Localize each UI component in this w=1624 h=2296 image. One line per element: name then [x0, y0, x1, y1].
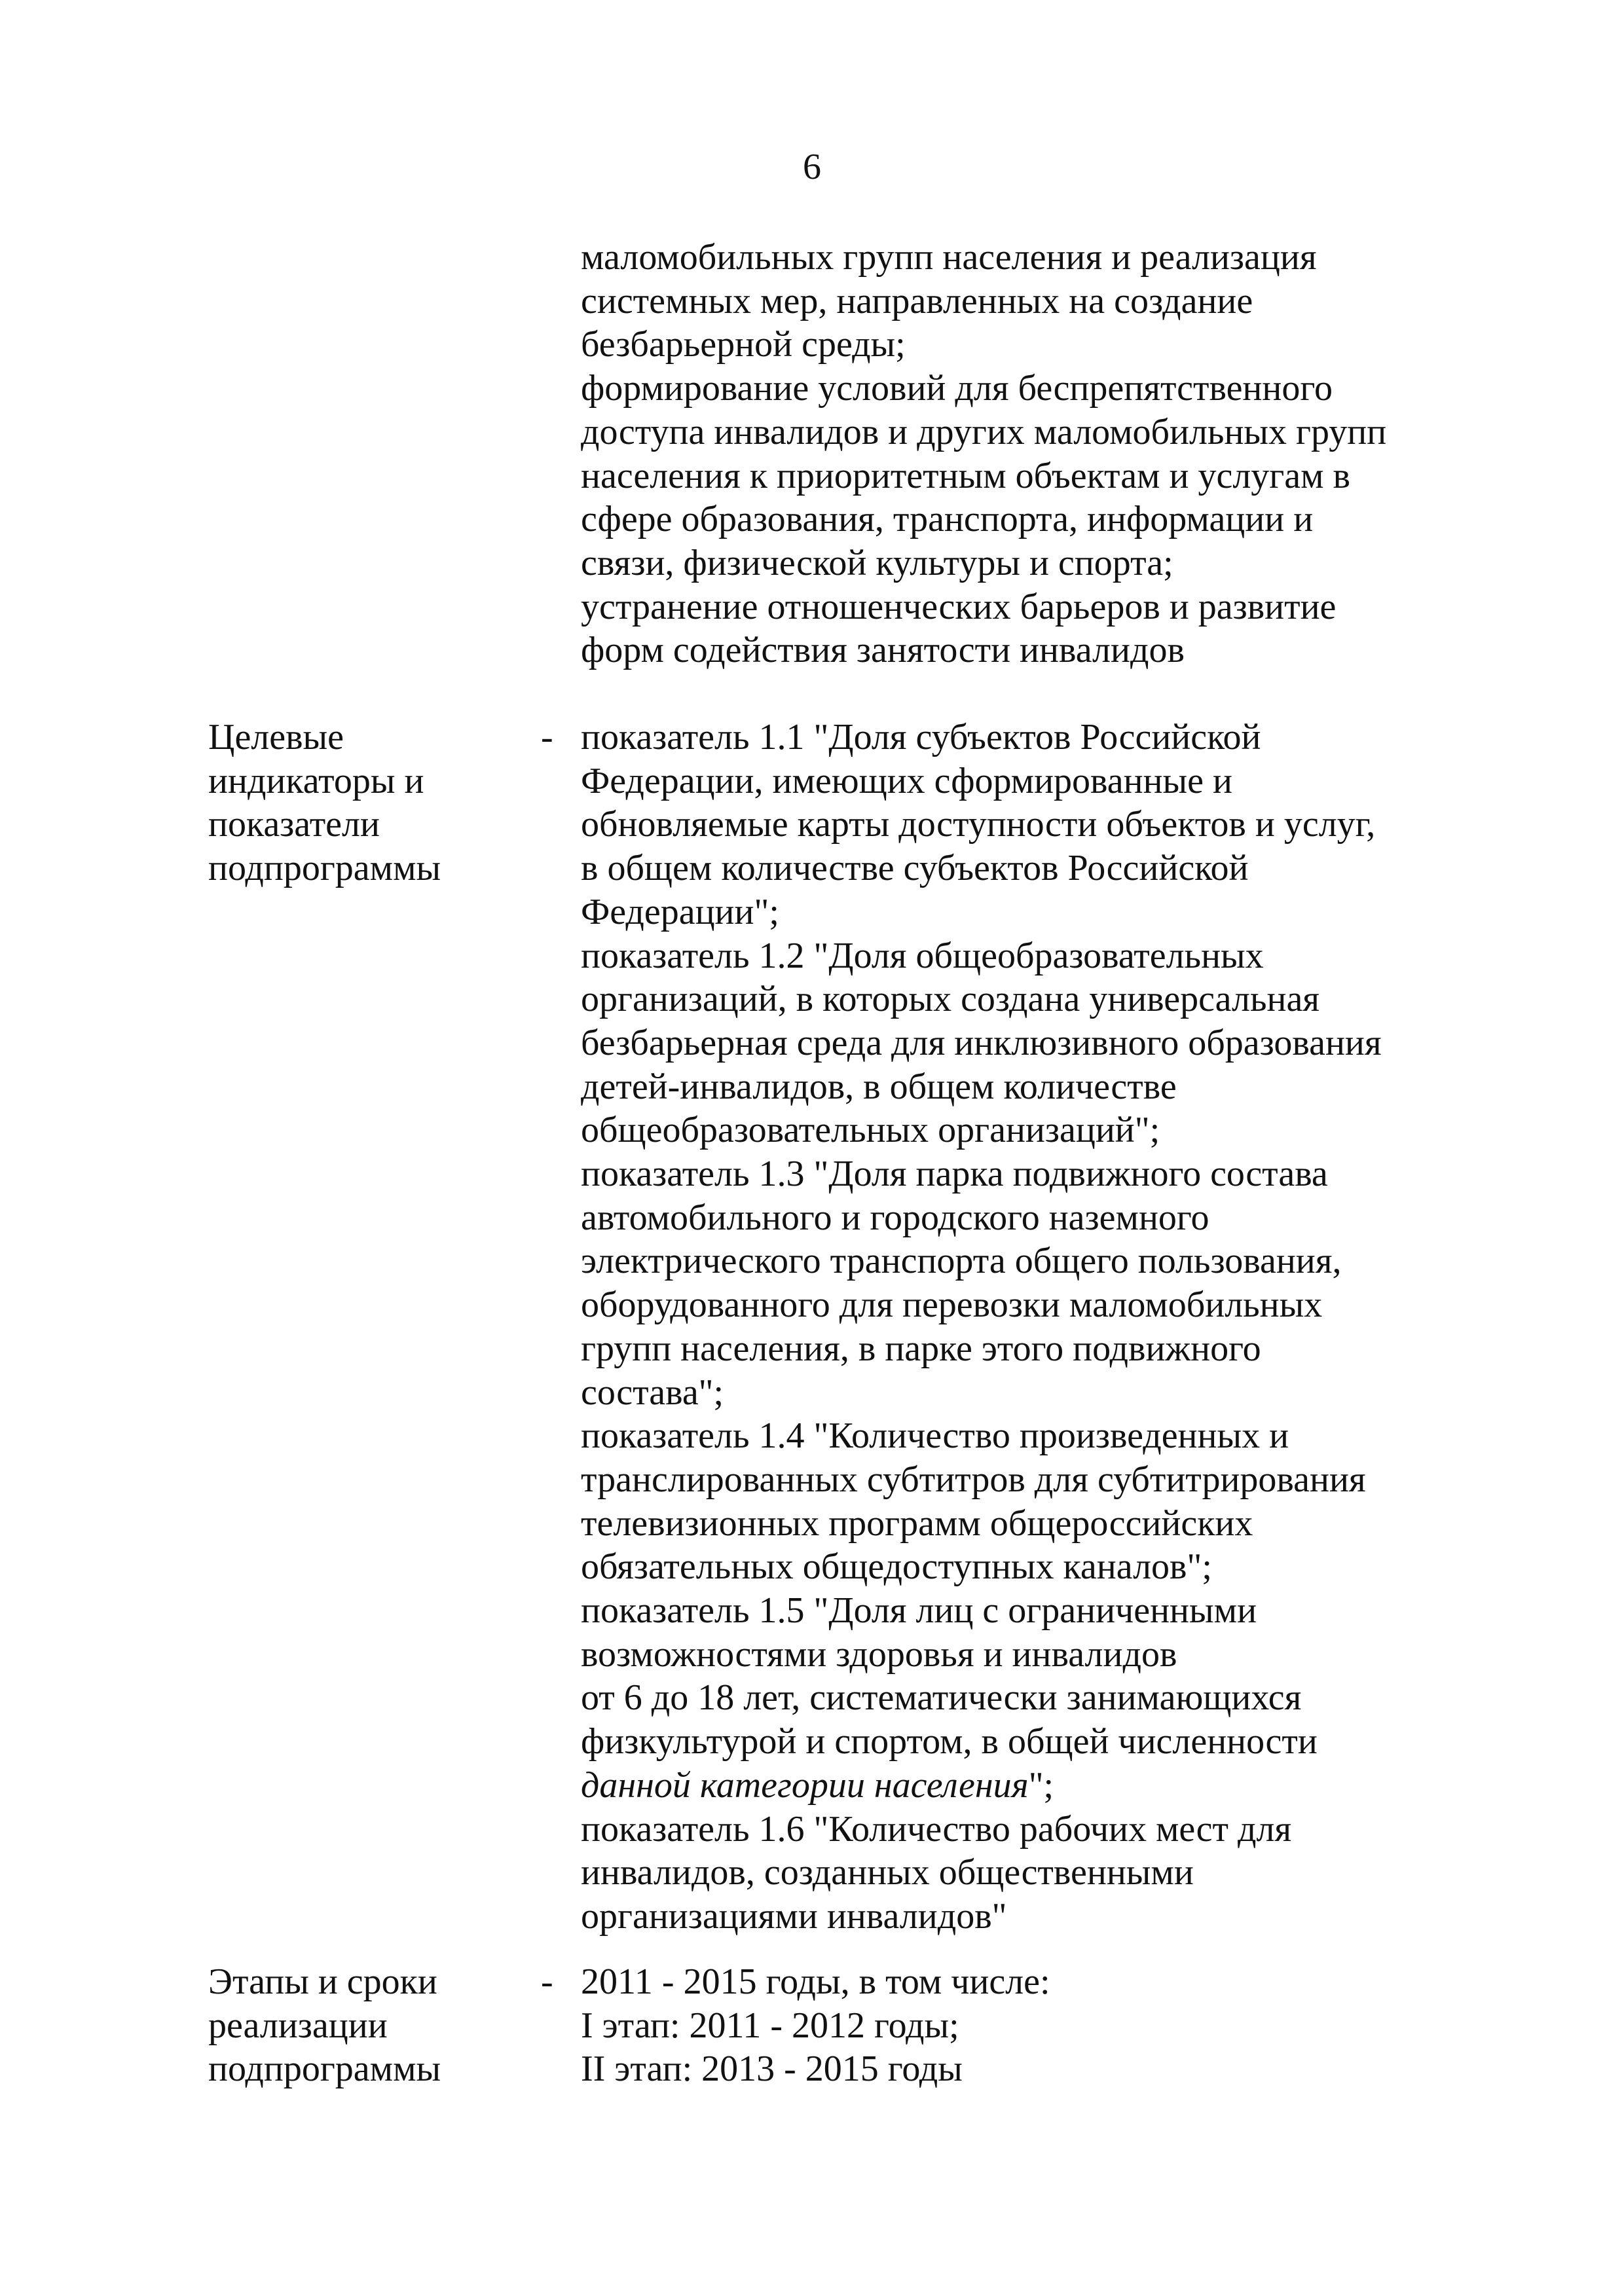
separator-dash: -: [541, 1961, 553, 2002]
text-line: системных мер, направленных на создание: [581, 280, 1253, 321]
label-line: Целевые: [208, 717, 344, 757]
text-line: состава";: [581, 1372, 724, 1413]
text-line: возможностями здоровья и инвалидов: [581, 1633, 1177, 1675]
text-line: I этап: 2011 - 2012 годы;: [581, 2005, 959, 2046]
text-line: электрического транспорта общего пользования,: [581, 1241, 1342, 1282]
label-line: Этапы и сроки: [208, 1961, 437, 2002]
text-line: Федерации, имеющих сформированные и: [581, 760, 1232, 801]
text-line: показатель 1.3 "Доля парка подвижного состава: [581, 1154, 1328, 1195]
text-line: показатель 1.4 "Количество произведенных и: [581, 1415, 1289, 1457]
text-line: инвалидов, созданных общественными: [581, 1852, 1194, 1893]
label-line: индикаторы и: [208, 760, 424, 801]
text-line: обновляемые карты доступности объектов и услуг,: [581, 804, 1376, 845]
text-line: сфере образования, транспорта, информации и: [581, 499, 1314, 540]
text-line: Федерации";: [581, 891, 779, 932]
text-line: населения к приоритетным объектам и услугам в: [581, 455, 1350, 496]
indicators-text: [581, 716, 1498, 1939]
page-number: 6: [803, 147, 821, 187]
text-line: маломобильных групп населения и реализация: [581, 237, 1317, 278]
text-line: показатель 1.5 "Доля лиц с ограниченными: [581, 1590, 1257, 1631]
separator-dash: -: [541, 717, 553, 757]
text-line-with-italic: [581, 1764, 1498, 1808]
text-line: телевизионных программ общероссийских: [581, 1503, 1253, 1544]
text-line: организаций, в которых создана универсальная: [581, 979, 1320, 1020]
label-line: показатели: [208, 804, 380, 845]
indicators-label: [208, 716, 509, 890]
text-line: оборудованного для перевозки маломобильных: [581, 1285, 1323, 1326]
text-line: устранение отношенческих барьеров и развитие: [581, 586, 1337, 627]
text-line: доступа инвалидов и других маломобильных групп: [581, 411, 1387, 452]
label-line: реализации: [208, 2005, 388, 2046]
stages-text: [581, 1960, 1498, 2091]
text-line: 2011 - 2015 годы, в том числе:: [581, 1961, 1050, 2002]
text-line: транслированных субтитров для субтитрирования: [581, 1459, 1366, 1500]
text-line: II этап: 2013 - 2015 годы: [581, 2049, 963, 2090]
text-line: безбарьерная среда для инклюзивного образования: [581, 1022, 1382, 1063]
text-line: показатель 1.2 "Доля общеобразовательных: [581, 935, 1264, 976]
text-line: форм содействия занятости инвалидов: [581, 630, 1185, 671]
text-line: показатель 1.1 "Доля субъектов Российской: [581, 717, 1261, 757]
italic-line-tail: ";: [1028, 1764, 1054, 1806]
text-line: автомобильного и городского наземного: [581, 1197, 1209, 1238]
text-line: групп населения, в парке этого подвижного: [581, 1328, 1261, 1369]
text-line: обязательных общедоступных каналов";: [581, 1546, 1212, 1588]
text-line: общеобразовательных организаций";: [581, 1110, 1160, 1151]
label-line: подпрограммы: [208, 848, 441, 889]
italic-text: данной категории населения: [581, 1764, 1029, 1806]
text-line: показатель 1.6 "Количество рабочих мест для: [581, 1808, 1292, 1850]
text-line: физкультурой и спортом, в общей численности: [581, 1721, 1318, 1762]
text-line: безбарьерной среды;: [581, 324, 906, 365]
text-line: формирование условий для беспрепятственного: [581, 368, 1333, 409]
goals-continuation-text: [581, 236, 1498, 672]
text-line: детей-инвалидов, в общем количестве: [581, 1066, 1177, 1107]
text-line: от 6 до 18 лет, систематически занимающихся: [581, 1677, 1302, 1719]
stages-label: [208, 1960, 509, 2091]
text-line: в общем количестве субъектов Российской: [581, 848, 1249, 889]
text-line: организациями инвалидов": [581, 1895, 1007, 1937]
text-line: связи, физической культуры и спорта;: [581, 542, 1173, 583]
label-line: подпрограммы: [208, 2049, 441, 2090]
